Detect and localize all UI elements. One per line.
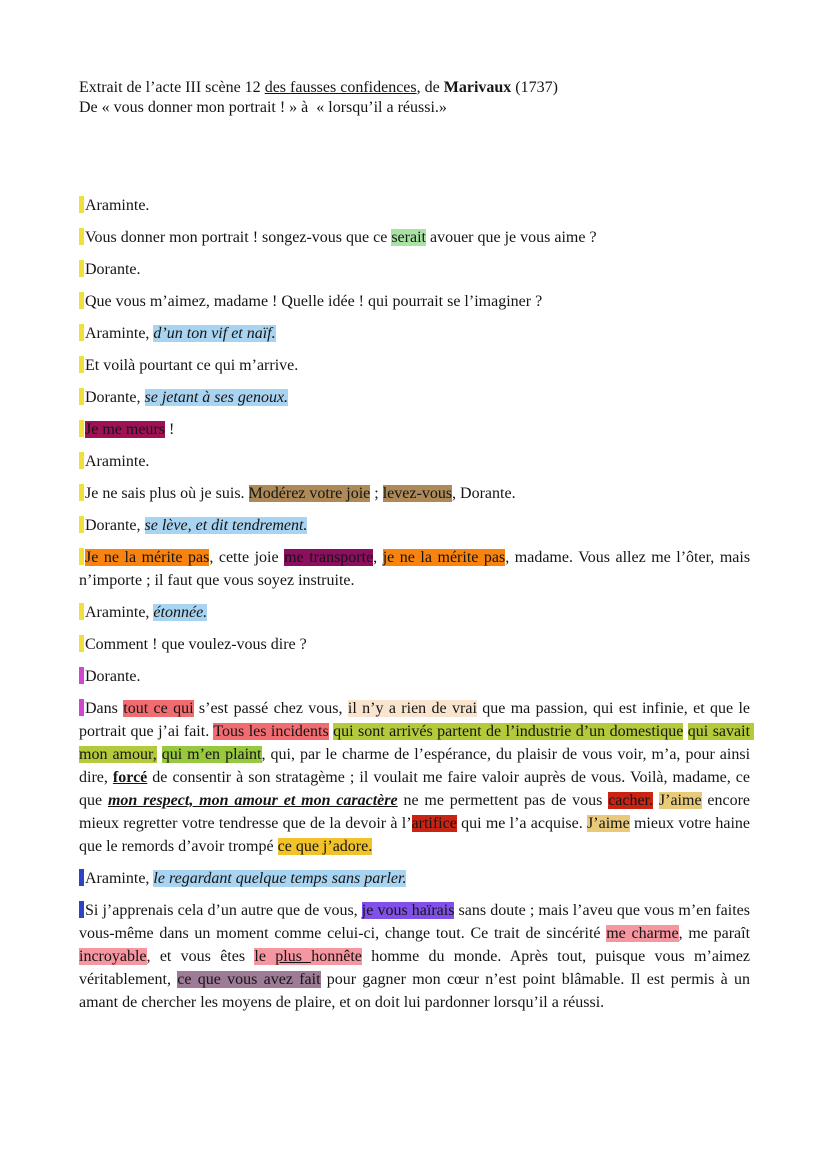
paragraph (79, 633, 750, 656)
paragraph (79, 514, 750, 537)
text-run: pour gagner mon cœur n’est point blâmable. Il est permis à un amant de chercher les moyens de plaire, et on doit lui pardonner lorsqu’il a réussi. (79, 971, 755, 1011)
text-run: encore mieux regretter votre tendresse que de la devoir à l’ (79, 792, 755, 832)
highlighted-text: étonnée. (153, 604, 208, 621)
highlighted-text: je ne la mérite pas (382, 549, 506, 566)
yellow-highlight-marker-icon (79, 452, 84, 469)
highlighted-text: se lève, et dit tendrement. (144, 517, 308, 534)
highlighted-text: me transporte (284, 549, 374, 566)
text-run: Que vous m’aimez, madame ! Quelle idée ! qui pourrait se l’imaginer ? (85, 293, 543, 310)
blue-highlight-marker-icon (79, 869, 84, 886)
highlighted-text: incroyable (79, 948, 147, 965)
highlighted-text: je vous haïrais (361, 902, 455, 919)
highlighted-text: qui m’en plaint (161, 746, 262, 763)
text-run: , madame. Vous allez me l’ôter, mais n’importe ; il faut que vous soyez instruite. (79, 549, 755, 589)
paragraph (79, 450, 750, 473)
header-line (79, 78, 750, 98)
paragraph (79, 697, 755, 858)
yellow-highlight-marker-icon (79, 548, 84, 565)
highlighted-text: artifice (411, 815, 457, 832)
paragraph (79, 482, 750, 505)
text-run: Araminte. (85, 197, 150, 214)
text-run (157, 746, 162, 763)
yellow-highlight-marker-icon (79, 603, 84, 620)
text-run: , qui, par le charme de l’espérance, du plaisir de vous voir, m’a, pour ainsi dire, (79, 746, 755, 786)
text-run: Dans (85, 700, 124, 717)
text-run: Je ne sais plus où je suis. (85, 485, 249, 502)
text-run: Marivaux (443, 79, 512, 96)
text-run: Dorante, (85, 517, 145, 534)
text-run: , cette joie (209, 549, 285, 566)
text-run: ! (164, 421, 175, 438)
text-run: Si j’apprenais cela d’un autre que de vous, (85, 902, 362, 919)
text-run: , me paraît (678, 925, 755, 942)
text-run: Dorante. (85, 668, 141, 685)
text-run: Dorante. (85, 261, 141, 278)
paragraph (79, 386, 750, 409)
text-run: ; (370, 485, 383, 502)
text-run: mon respect, mon amour et mon caractère (107, 792, 398, 809)
paragraph (79, 258, 750, 281)
paragraph (79, 899, 755, 1014)
highlighted-text: serait (391, 229, 426, 246)
text-run: qui me l’a acquise. (456, 815, 588, 832)
highlighted-text: tout ce qui (123, 700, 194, 717)
yellow-highlight-marker-icon (79, 388, 84, 405)
text-run: sans doute ; mais l’aveu que vous m’en faites vous-même dans un moment comme celui-ci, change tout. Ce trait de sincérité (79, 902, 754, 942)
highlighted-text: d’un ton vif et naïf. (153, 325, 276, 342)
yellow-highlight-marker-icon (79, 196, 84, 213)
text-run: De « vous donner mon portrait ! » à « lorsqu’il a réussi.» (79, 98, 447, 116)
highlighted-text: levez-vous (382, 485, 453, 502)
highlighted-text: le (254, 948, 276, 965)
yellow-highlight-marker-icon (79, 484, 84, 501)
paragraph (79, 665, 750, 688)
highlighted-text: qui sont arrivés partent de l’industrie d’un domestique (333, 723, 684, 740)
text-run: des fausses confidences (264, 79, 417, 96)
text-run: Comment ! que voulez-vous dire ? (85, 636, 307, 653)
text-run: mieux votre haine que le remords d’avoir trompé (79, 815, 755, 855)
paragraph (79, 418, 750, 441)
paragraph (79, 546, 755, 592)
paragraph (79, 290, 750, 313)
highlighted-text: Modérez votre joie (248, 485, 371, 502)
yellow-highlight-marker-icon (79, 292, 84, 309)
text-run: Araminte, (85, 604, 154, 621)
yellow-highlight-marker-icon (79, 356, 84, 373)
paragraph (79, 601, 750, 624)
text-run: (1737) (511, 79, 558, 96)
paragraph (79, 226, 750, 249)
highlighted-text: Je ne la mérite pas (85, 549, 210, 566)
text-run: , (373, 549, 383, 566)
magenta-highlight-marker-icon (79, 699, 84, 716)
yellow-highlight-marker-icon (79, 260, 84, 277)
highlighted-text: le regardant quelque temps sans parler. (153, 870, 407, 887)
highlighted-text: honnête (311, 948, 362, 965)
paragraph (79, 354, 750, 377)
highlighted-text: me charme (606, 925, 679, 942)
yellow-highlight-marker-icon (79, 635, 84, 652)
text-run: Araminte, (85, 325, 154, 342)
highlighted-text: J’aime (587, 815, 630, 832)
highlighted-text: Je me meurs (85, 421, 165, 438)
blue-highlight-marker-icon (79, 901, 84, 918)
highlighted-text: qui savait mon amour, (79, 723, 755, 763)
text-run: ne me permettent pas de vous (397, 792, 609, 809)
text-run: homme du monde. Après tout, puisque vous m’aimez véritablement, (79, 948, 755, 988)
magenta-highlight-marker-icon (79, 667, 84, 684)
text-run (653, 792, 659, 809)
paragraph (79, 194, 750, 217)
yellow-highlight-marker-icon (79, 324, 84, 341)
text-run: Araminte. (85, 453, 150, 470)
text-run: Et voilà pourtant ce qui m’arrive. (85, 357, 299, 374)
text-run: , et vous êtes (146, 948, 255, 965)
highlighted-text: se jetant à ses genoux. (144, 389, 289, 406)
text-run: Extrait de l’acte III scène 12 (79, 79, 265, 96)
text-run: de consentir à son stratagème ; il voulait me faire valoir auprès de vous. Voilà, madame, ce que (79, 769, 755, 809)
text-run: Dorante, (85, 389, 145, 406)
highlighted-text: il n’y a rien de vrai (347, 700, 477, 717)
yellow-highlight-marker-icon (79, 516, 84, 533)
highlighted-text: Tous les incidents (213, 723, 329, 740)
text-run: forcé (112, 769, 148, 786)
document-header (79, 78, 750, 117)
paragraph (79, 322, 750, 345)
header-line (79, 98, 750, 118)
highlighted-text: ce que j’adore. (277, 838, 373, 855)
document-body (79, 194, 755, 1014)
text-run: avouer que je vous aime ? (425, 229, 597, 246)
highlighted-text: cacher. (608, 792, 654, 809)
highlighted-text: ce que vous avez fait (177, 971, 321, 988)
yellow-highlight-marker-icon (79, 420, 84, 437)
text-run: , de (416, 79, 444, 96)
text-run: que ma passion, qui est infinie, et que le portrait que j’ai fait. (79, 700, 755, 740)
highlighted-text: plus (275, 948, 312, 965)
yellow-highlight-marker-icon (79, 228, 84, 245)
text-run: s’est passé chez vous, (193, 700, 348, 717)
highlighted-text: J’aime (658, 792, 702, 809)
text-run: , Dorante. (452, 485, 516, 502)
text-run: Araminte, (85, 870, 154, 887)
text-run: Vous donner mon portrait ! songez-vous que ce (85, 229, 392, 246)
paragraph (79, 867, 750, 890)
